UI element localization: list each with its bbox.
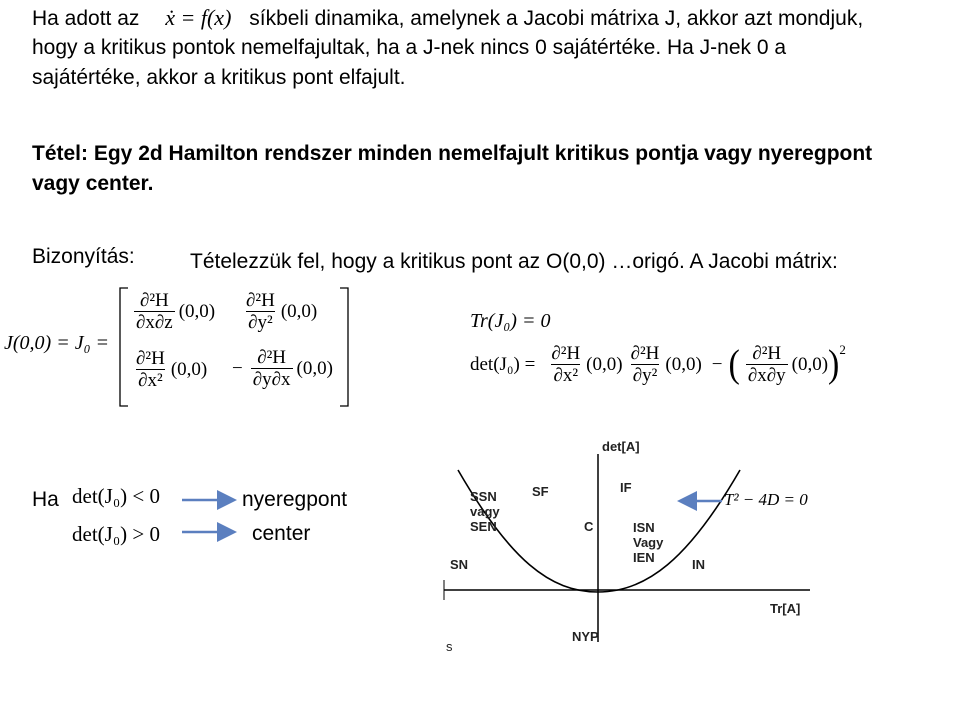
case-arrows — [180, 484, 240, 546]
theorem-line1: Tétel: Egy 2d Hamilton rendszer minden nemelfajult kritikus pontja vagy nyeregpont — [32, 142, 873, 165]
entry11-point: (0,0) — [178, 300, 216, 322]
region-sn: SN — [450, 557, 469, 572]
theorem-line2: vagy center. — [32, 172, 154, 195]
intro-line3: sajátértéke, akkor a kritikus pont elfajult. — [32, 66, 406, 89]
case2-condition: det(J₀) > 0 — [72, 522, 160, 546]
intro-line1-end: síkbeli dinamika, amelynek a Jacobi mátrixa J, akkor azt mondjuk, — [249, 7, 864, 30]
det-term3-num: ∂²H — [752, 343, 782, 364]
region-ien: IEN — [633, 550, 655, 565]
det-close-paren: ) — [828, 342, 840, 386]
case2-result: center — [252, 522, 311, 545]
entry12-den: ∂y² — [248, 312, 273, 333]
proof-label: Bizonyítás: — [32, 245, 135, 268]
intro-line2: hogy a kritikus pontok nemelfajultak, ha a J-nek nincs 0 sajátértéke. Ha J-nek 0 a — [32, 36, 787, 59]
det-open-paren: ( — [728, 342, 740, 386]
cases-ha: Ha — [32, 488, 59, 511]
det-term2-den: ∂y² — [632, 365, 658, 386]
entry21-den: ∂x² — [138, 370, 163, 391]
det-term3-point: (0,0) — [791, 353, 829, 375]
det-term2-point: (0,0) — [665, 353, 702, 375]
dynamics-equation: ẋ = f(x) — [165, 5, 232, 30]
entry22-point: (0,0) — [296, 357, 333, 379]
entry12-point: (0,0) — [280, 300, 318, 322]
det-term1-point: (0,0) — [586, 353, 623, 375]
matrix-lhs: J(0,0) = J₀ = — [4, 332, 110, 354]
matrix-entry-21 — [134, 348, 207, 390]
entry22-num: ∂²H — [257, 347, 287, 368]
region-nyp: NYP — [572, 629, 599, 644]
entry22-minus: − — [232, 357, 243, 379]
region-in: IN — [692, 557, 705, 572]
entry11-num: ∂²H — [139, 290, 169, 311]
entry12-num: ∂²H — [246, 290, 275, 311]
intro-line1 — [32, 4, 863, 33]
determinant-equation — [470, 344, 846, 385]
matrix-entry-12 — [244, 290, 317, 332]
region-isn: ISN — [633, 520, 655, 535]
det-term3-den: ∂x∂y — [747, 365, 786, 386]
proof-text: Tételezzük fel, hogy a kritikus pont az O(0,0) …origó. A Jacobi mátrix: — [190, 250, 838, 273]
intro-line1-start: Ha adott az — [32, 7, 140, 30]
case1-result: nyeregpont — [242, 488, 348, 511]
trace-axis-label: Tr[A] — [770, 601, 801, 616]
curve-equation: T² − 4D = 0 — [724, 490, 808, 509]
entry21-num: ∂²H — [136, 348, 165, 369]
region-if: IF — [620, 480, 632, 495]
matrix-entry-11 — [134, 290, 215, 332]
region-sen: SEN — [470, 519, 497, 534]
trace-equation: Tr(J₀) = 0 — [470, 310, 551, 332]
region-sf: SF — [532, 484, 549, 499]
det-minus: − — [711, 353, 723, 375]
det-term1-den: ∂x² — [553, 365, 579, 386]
entry22-den: ∂y∂x — [252, 369, 291, 390]
entry21-point: (0,0) — [170, 358, 208, 380]
det-term2-num: ∂²H — [630, 343, 660, 364]
region-ssn: SSN — [470, 489, 497, 504]
case1-condition: det(J₀) < 0 — [72, 484, 160, 508]
det-lhs: det(J₀) = — [470, 353, 536, 375]
stray-s: s — [446, 639, 453, 654]
region-vagy-2: Vagy — [633, 535, 664, 550]
region-vagy-1: vagy — [470, 504, 500, 519]
det-power: 2 — [839, 342, 846, 357]
det-axis-label: det[A] — [602, 439, 640, 454]
matrix-entry-22 — [232, 348, 333, 389]
entry11-den: ∂x∂z — [136, 312, 173, 333]
trace-determinant-diagram — [440, 430, 820, 716]
det-term1-num: ∂²H — [551, 343, 581, 364]
region-c: C — [584, 519, 594, 534]
parabola-curve — [458, 470, 740, 592]
